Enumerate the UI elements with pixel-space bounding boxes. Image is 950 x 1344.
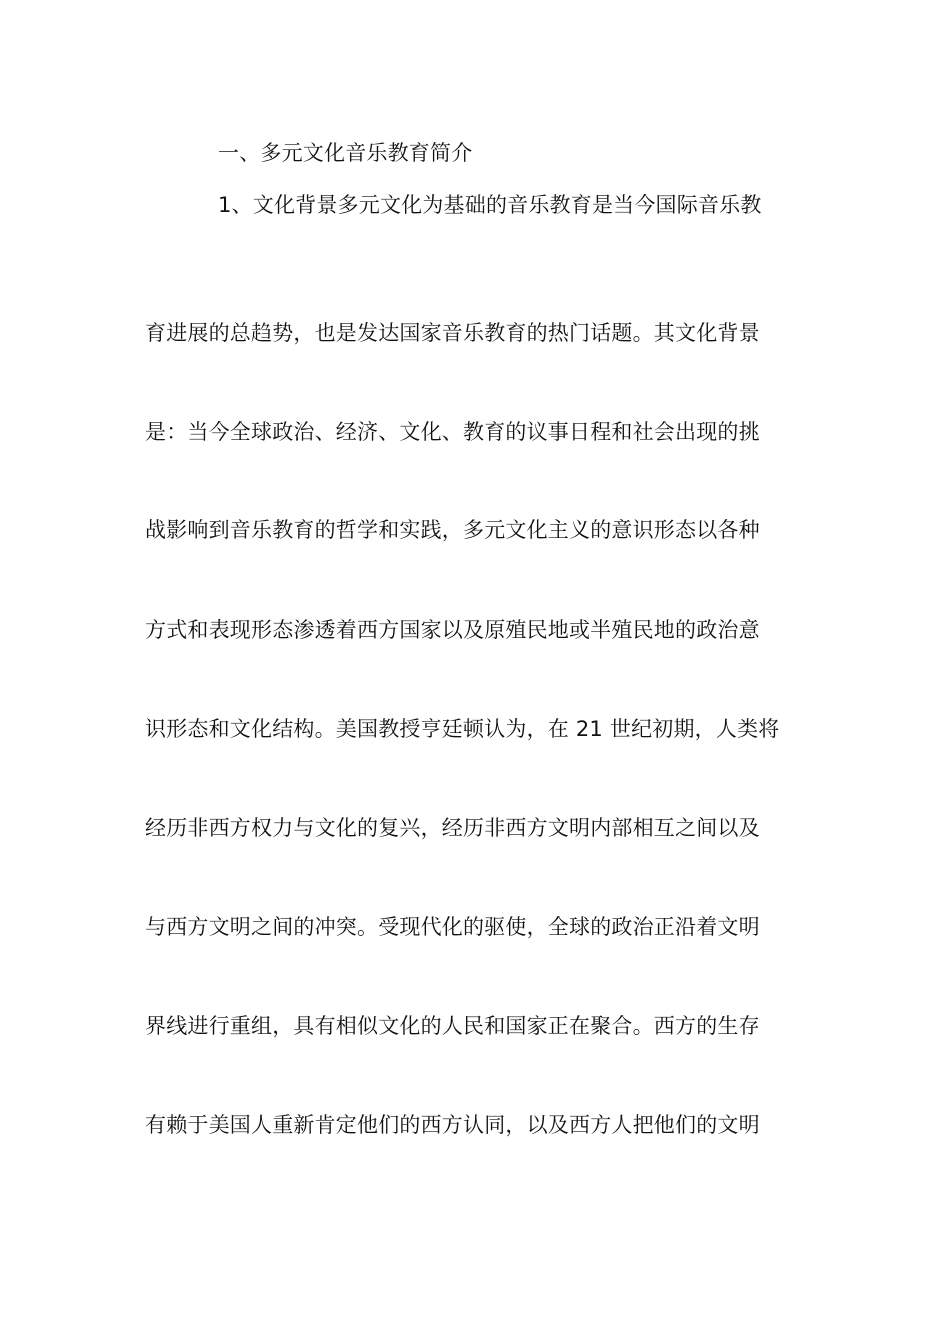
paragraph-line: 方式和表现形态渗透着西方国家以及原殖民地或半殖民地的政治意	[145, 618, 760, 642]
paragraph-line: 识形态和文化结构。美国教授亨廷顿认为，在 21 世纪初期，人类将	[145, 717, 780, 741]
paragraph-line: 是：当今全球政治、经济、文化、教育的议事日程和社会出现的挑	[145, 420, 760, 444]
paragraph-line: 界线进行重组，具有相似文化的人民和国家正在聚合。西方的生存	[145, 1014, 760, 1038]
paragraph-line: 育进展的总趋势，也是发达国家音乐教育的热门话题。其文化背景	[145, 321, 760, 345]
paragraph-line: 1、文化背景多元文化为基础的音乐教育是当今国际音乐教	[218, 193, 762, 217]
section-heading: 一、多元文化音乐教育简介	[218, 141, 473, 165]
paragraph-line: 战影响到音乐教育的哲学和实践，多元文化主义的意识形态以各种	[145, 518, 760, 542]
paragraph-line: 有赖于美国人重新肯定他们的西方认同，以及西方人把他们的文明	[145, 1113, 760, 1137]
paragraph-line: 与西方文明之间的冲突。受现代化的驱使，全球的政治正沿着文明	[145, 915, 760, 939]
paragraph-line: 经历非西方权力与文化的复兴，经历非西方文明内部相互之间以及	[145, 816, 760, 840]
